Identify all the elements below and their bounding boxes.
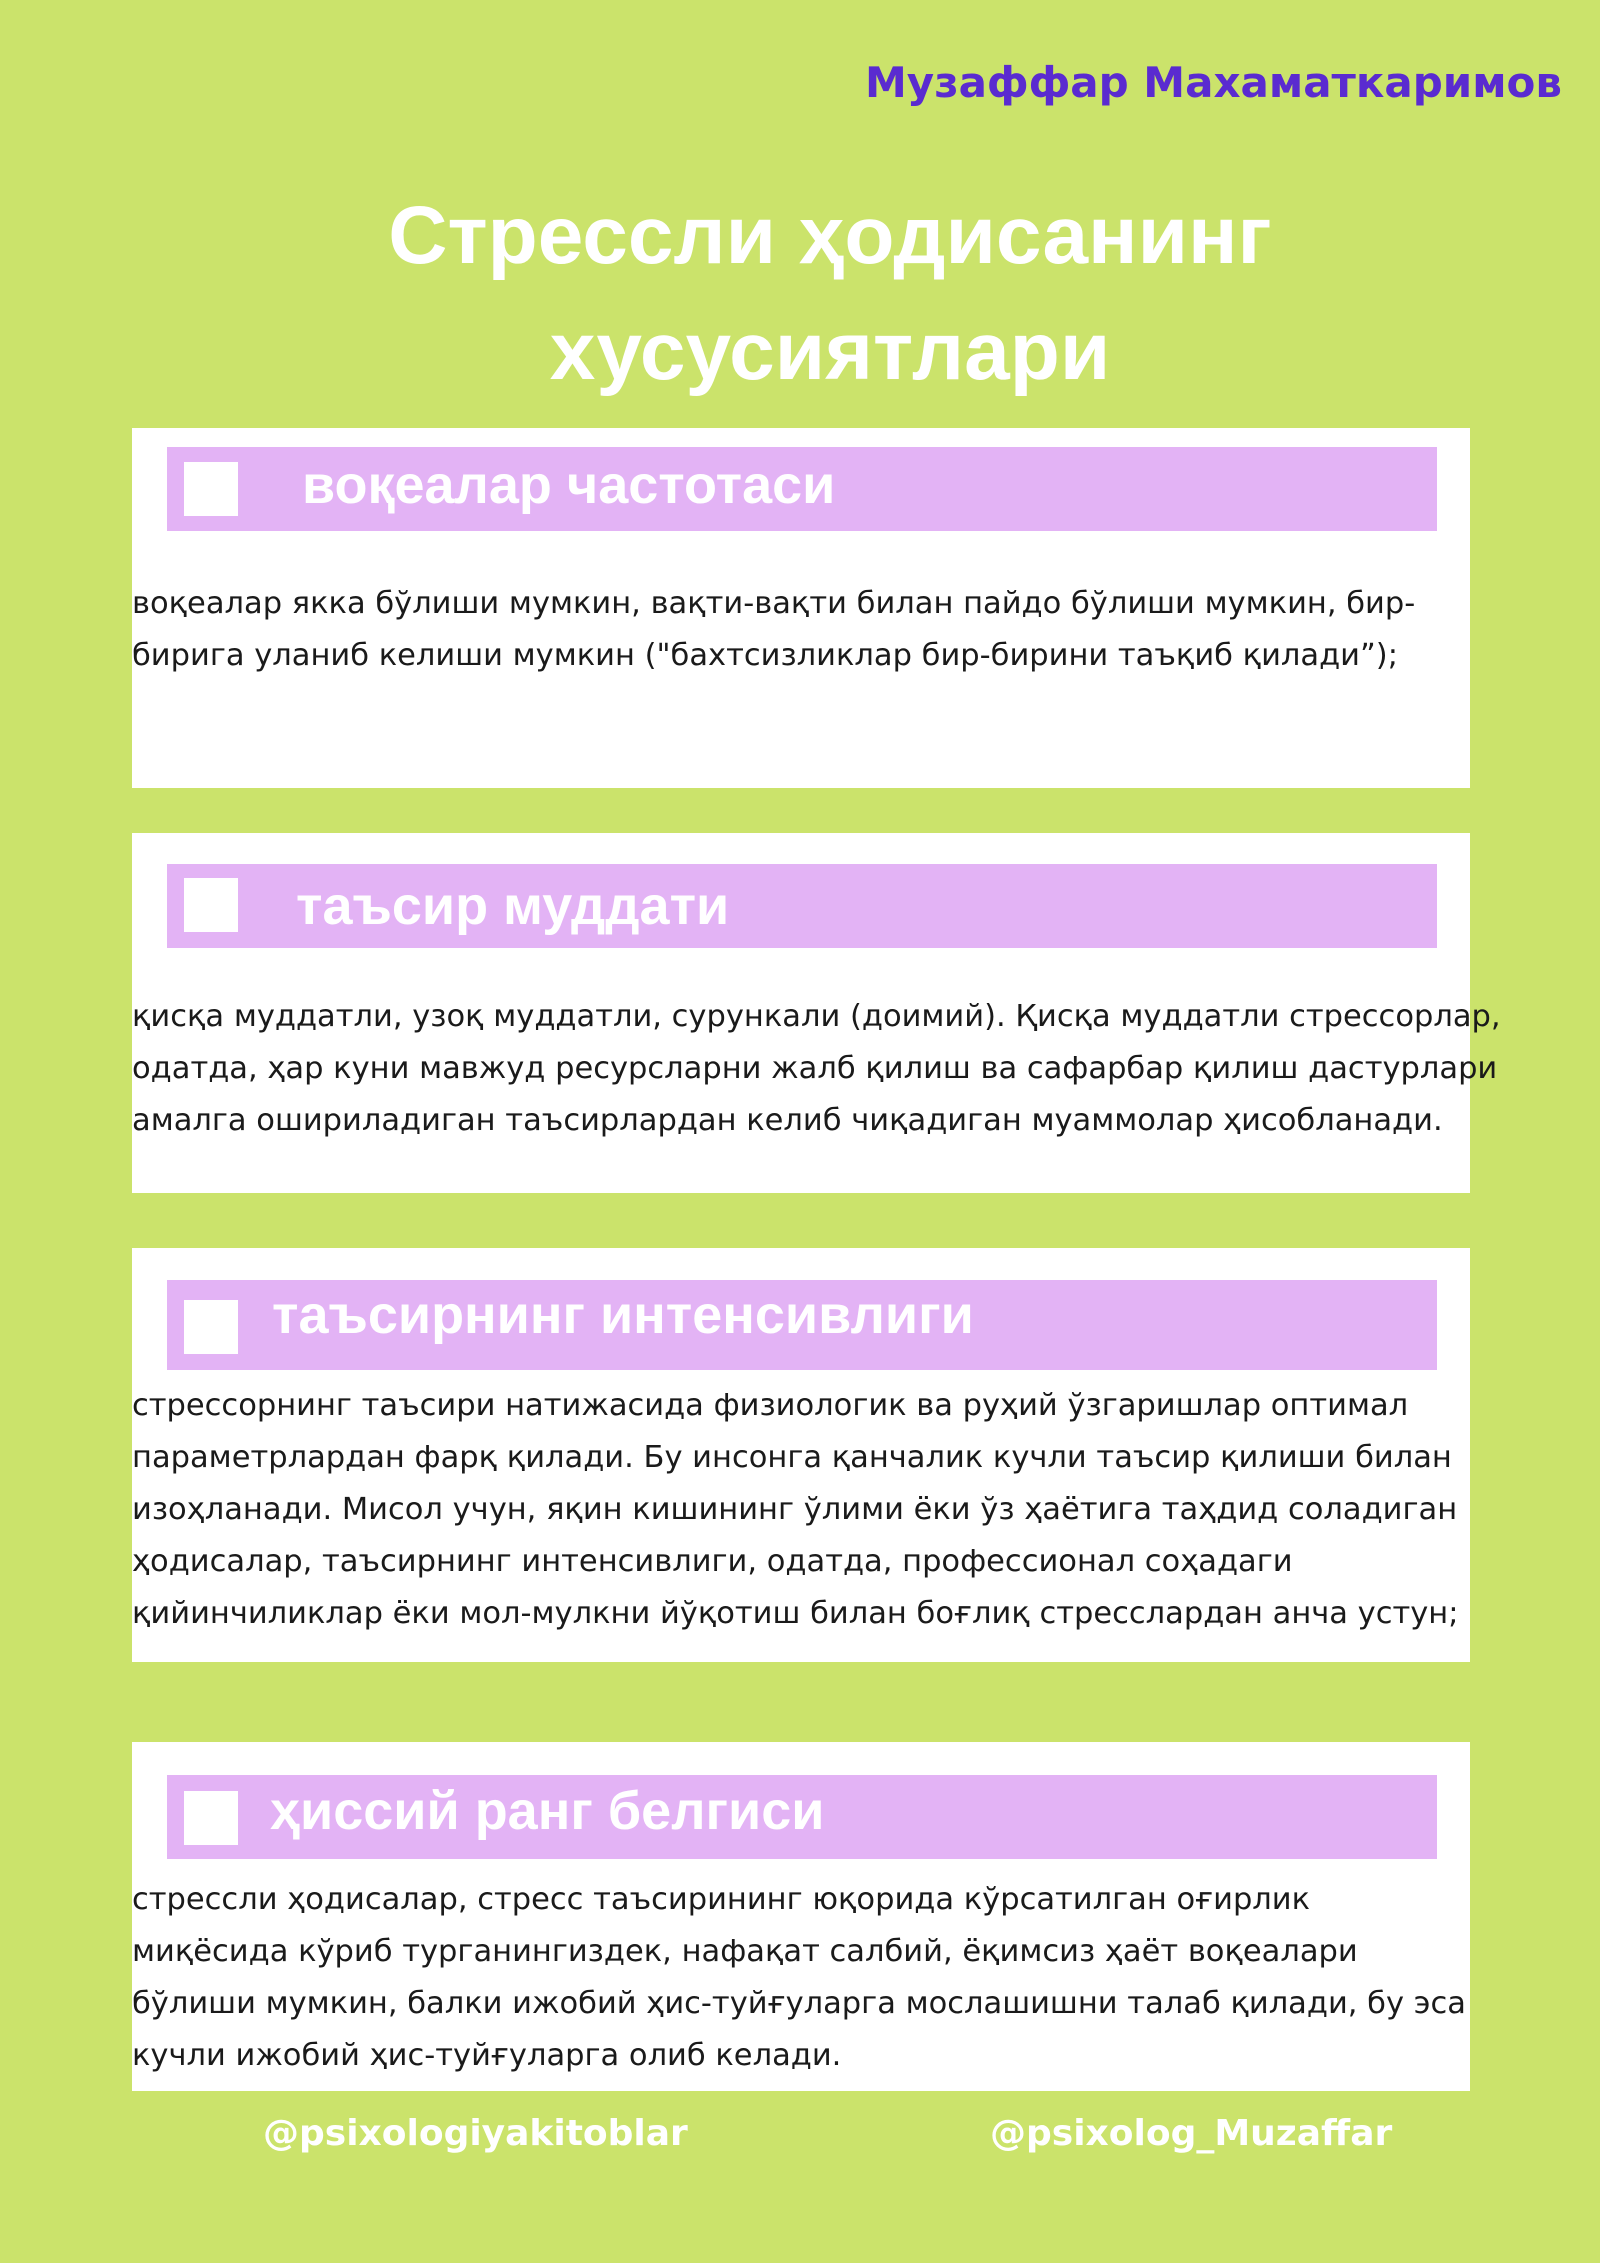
footer-handle-left[interactable]: @psixologiyakitoblar <box>263 2113 688 2154</box>
title-line-2: хусусиятлари <box>549 306 1111 397</box>
author-name: Музаффар Махаматкаримов <box>865 58 1562 107</box>
section-heading: воқеалар частотаси <box>302 455 836 515</box>
section-card-exposure-duration <box>132 833 1501 1193</box>
checkbox-icon <box>184 1791 238 1845</box>
body-line: изоҳланади. Мисол учун, яқин кишининг ўлими ёки ўз ҳаётига таҳдид соладиган <box>132 1492 1458 1527</box>
page-title <box>0 178 1600 410</box>
section-heading-bar <box>167 447 1437 531</box>
title-line-1: Стрессли ҳодисанинг <box>388 190 1272 281</box>
section-body-text <box>132 1380 1482 1640</box>
checkbox-icon <box>184 462 238 516</box>
body-line: ҳодисалар, таъсирнинг интенсивлиги, одатда, профессионал соҳадаги <box>132 1544 1293 1579</box>
section-heading: ҳиссий ранг белгиси <box>270 1781 825 1841</box>
section-heading-bar <box>167 1280 1437 1370</box>
body-line: миқёсида кўриб турганингиздек, нафақат салбий, ёқимсиз ҳаёт воқеалари <box>132 1934 1358 1969</box>
checkbox-icon <box>184 878 238 932</box>
section-card-exposure-intensity <box>132 1248 1470 1662</box>
section-heading-bar <box>167 864 1437 948</box>
body-line: амалга ошириладиган таъсирлардан келиб чиқадиган муаммолар ҳисобланади. <box>132 1103 1443 1138</box>
body-line: стрессорнинг таъсири натижасида физиологик ва руҳий ўзгаришлар оптимал <box>132 1388 1409 1423</box>
section-heading: таъсирнинг интенсивлиги <box>272 1285 974 1345</box>
section-card-event-frequency <box>132 428 1470 788</box>
body-line: стрессли ҳодисалар, стресс таъсирининг юқорида кўрсатилган оғирлик <box>132 1882 1311 1917</box>
section-body-text <box>132 1874 1482 2082</box>
body-line: қийинчиликлар ёки мол-мулкни йўқотиш билан боғлиқ стресслардан анча устун; <box>132 1596 1459 1631</box>
body-line: кучли ижобий ҳис-туйғуларга олиб келади. <box>132 2038 842 2073</box>
body-line: бўлиши мумкин, балки ижобий ҳис-туйғуларга мослашишни талаб қилади, бу эса <box>132 1986 1466 2021</box>
section-heading: таъсир муддати <box>296 876 730 936</box>
body-line: одатда, ҳар куни мавжуд ресурсларни жалб қилиш ва сафарбар қилиш дастурлари <box>132 1051 1498 1086</box>
body-line: бирига уланиб келиши мумкин ("бахтсизликлар бир-бирини таъқиб қилади”); <box>132 638 1398 673</box>
body-line: параметрлардан фарқ қилади. Бу инсонга қанчалик кучли таъсир қилиши билан <box>132 1440 1452 1475</box>
body-line: қисқа муддатли, узоқ муддатли, сурункали (доимий). Қисқа муддатли стрессорлар, <box>132 999 1501 1034</box>
section-body-text <box>132 578 1482 682</box>
section-body-text <box>132 991 1501 1147</box>
body-line: воқеалар якка бўлиши мумкин, вақти-вақти билан пайдо бўлиши мумкин, бир- <box>132 586 1416 621</box>
section-card-emotional-color <box>132 1742 1470 2091</box>
footer-handle-right[interactable]: @psixolog_Muzaffar <box>990 2113 1393 2154</box>
section-heading-bar <box>167 1775 1437 1859</box>
checkbox-icon <box>184 1300 238 1354</box>
